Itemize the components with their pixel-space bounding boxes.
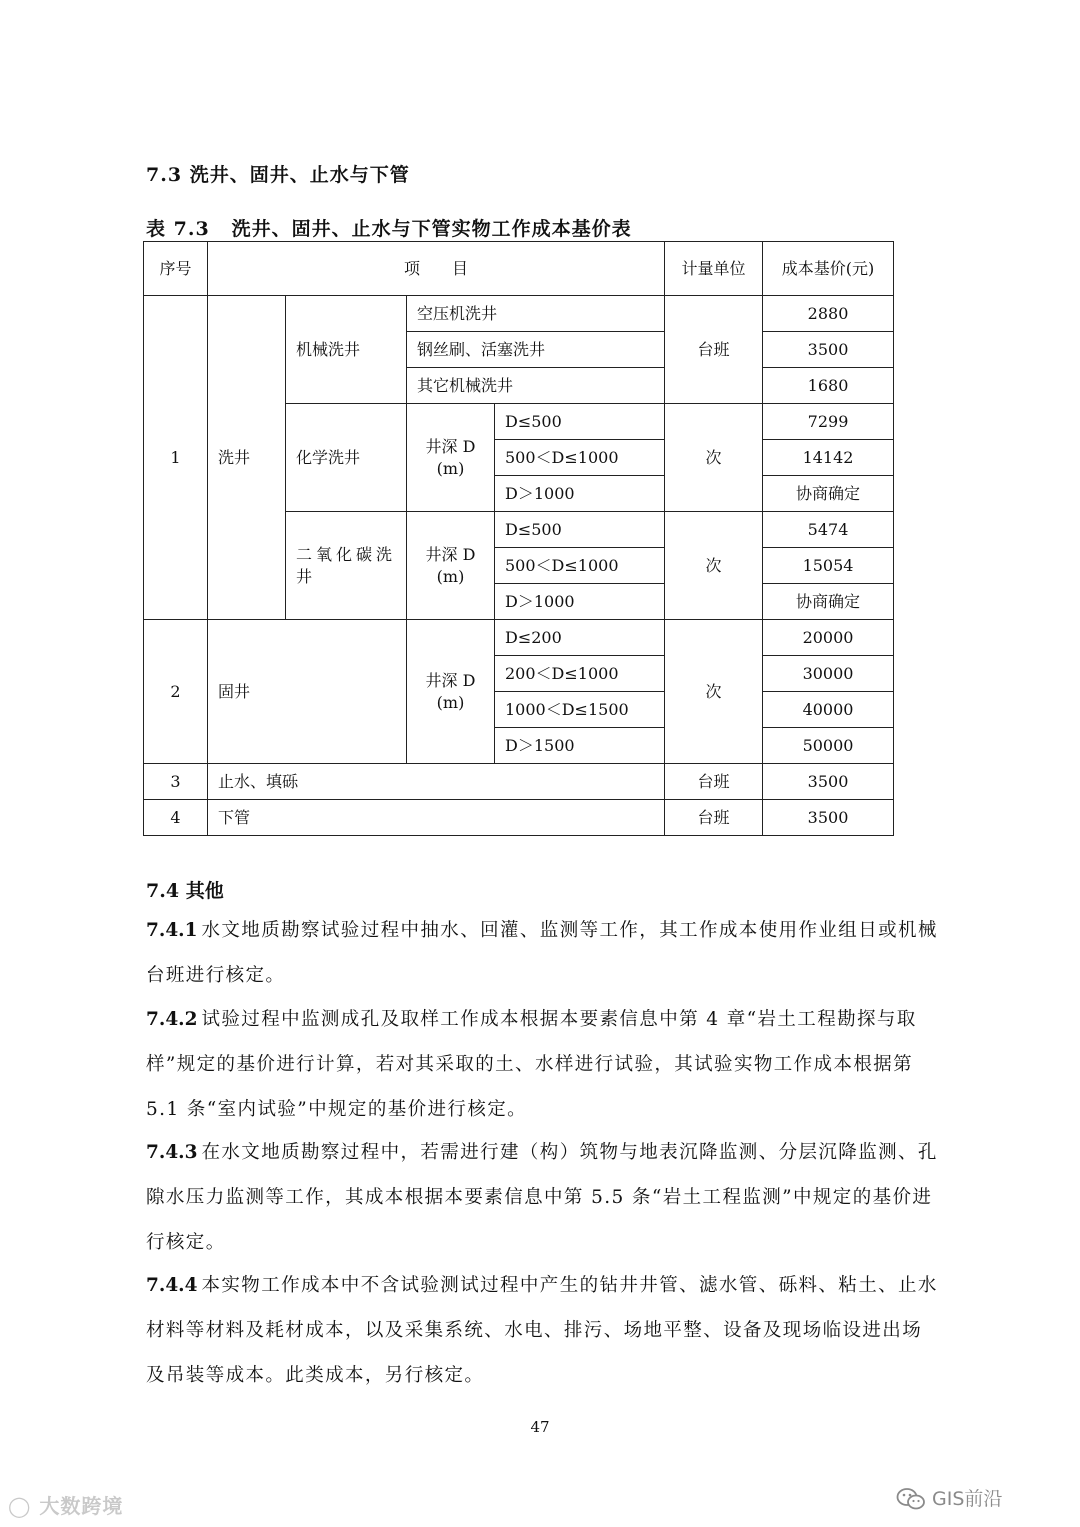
unit-cell: 台班 [665,764,763,800]
unit-cell: 次 [665,512,763,620]
page-number: 47 [530,1418,550,1436]
header-price: 成本基价(元) [763,242,894,296]
method-cell: 其它机械洗井 [407,368,665,404]
price-cell: 30000 [763,656,894,692]
seq-cell: 3 [144,764,208,800]
subitem-cell: 化学洗井 [286,404,407,512]
paragraph-7-4-4 [146,1263,938,1398]
table-row [144,800,894,836]
price-cell: 40000 [763,692,894,728]
clause-text: 试验过程中监测成孔及取样工作成本根据本要素信息中第 4 章“岩土工程勘探与取样”规定的基价进行计算，若对其采取的土、水样进行试验，其试验实物工作成本根据第 5.1 条“室内试验”中规定的基价进行核定。 [146,1009,917,1120]
range-cell: D≤500 [495,404,665,440]
clause-text: 本实物工作成本中不含试验测试过程中产生的钻井井管、滤水管、砾料、粘土、止水材料等材料及耗材成本，以及采集系统、水电、排污、场地平整、设备及现场临设进出场及吊装等成本。此类成本，另行核定。 [146,1275,938,1386]
unit-cell: 次 [665,620,763,764]
range-cell: D≤500 [495,512,665,548]
price-cell: 协商确定 [763,476,894,512]
wechat-icon [896,1487,926,1511]
price-cell: 2880 [763,296,894,332]
range-cell: D＞1500 [495,728,665,764]
depth-cell: 井深 D (m) [407,404,495,512]
subitem-cell: 机械洗井 [286,296,407,404]
header-seq: 序号 [144,242,208,296]
unit-cell: 次 [665,404,763,512]
header-unit: 计量单位 [665,242,763,296]
price-cell: 5474 [763,512,894,548]
range-cell: 500＜D≤1000 [495,548,665,584]
section-title: 其他 [185,880,224,902]
item-name-cell: 止水、填砾 [208,764,665,800]
price-cell: 1680 [763,368,894,404]
price-cell: 协商确定 [763,584,894,620]
weibo-icon: ◯ [8,1494,32,1518]
item-name-cell: 固井 [208,620,407,764]
price-cell: 3500 [763,800,894,836]
price-cell: 14142 [763,440,894,476]
table-caption [146,214,632,241]
seq-cell: 4 [144,800,208,836]
price-cell: 3500 [763,332,894,368]
table-label: 表 7.3 [146,218,210,240]
table-header-row [144,242,894,296]
seq-cell: 1 [144,296,208,620]
cost-table [143,241,894,836]
section-number: 7.4 [146,880,180,902]
paragraph-7-4-1 [146,908,938,998]
paragraph-7-4-3 [146,1130,938,1265]
table-row [144,296,894,332]
clause-number: 7.4.1 [146,920,198,941]
watermark-right-text: GIS前沿 [932,1488,1003,1510]
header-item: 项 目 [208,242,665,296]
item-name-cell: 洗井 [208,296,286,620]
depth-cell: 井深 D (m) [407,620,495,764]
clause-number: 7.4.2 [146,1009,198,1030]
section-heading-7-3 [146,160,410,187]
range-cell: 200＜D≤1000 [495,656,665,692]
price-cell: 20000 [763,620,894,656]
clause-text: 水文地质勘察试验过程中抽水、回灌、监测等工作，其工作成本使用作业组日或机械台班进行核定。 [146,920,938,986]
paragraph-7-4-2 [146,997,938,1132]
table-row [144,764,894,800]
item-name-cell: 下管 [208,800,665,836]
price-cell: 3500 [763,764,894,800]
clause-number: 7.4.4 [146,1275,198,1296]
range-cell: D＞1000 [495,476,665,512]
section-title: 洗井、固井、止水与下管 [189,164,410,186]
price-cell: 15054 [763,548,894,584]
price-cell: 7299 [763,404,894,440]
method-cell: 钢丝刷、活塞洗井 [407,332,665,368]
seq-cell: 2 [144,620,208,764]
range-cell: D≤200 [495,620,665,656]
section-heading-7-4 [146,876,224,903]
clause-number: 7.4.3 [146,1142,198,1163]
subitem-cell: 二氧化碳洗井 [286,512,407,620]
clause-text: 在水文地质勘察过程中，若需进行建（构）筑物与地表沉降监测、分层沉降监测、孔隙水压力监测等工作，其成本根据本要素信息中第 5.5 条“岩土工程监测”中规定的基价进行核定。 [146,1142,938,1253]
watermark-left [8,1490,123,1519]
range-cell: D＞1000 [495,584,665,620]
watermark-right [896,1484,1002,1511]
method-cell: 空压机洗井 [407,296,665,332]
range-cell: 1000＜D≤1500 [495,692,665,728]
section-number: 7.3 [146,164,183,186]
unit-cell: 台班 [665,296,763,404]
price-cell: 50000 [763,728,894,764]
depth-cell: 井深 D (m) [407,512,495,620]
unit-cell: 台班 [665,800,763,836]
table-caption-text: 洗井、固井、止水与下管实物工作成本基价表 [231,218,632,240]
table-row [144,620,894,656]
range-cell: 500＜D≤1000 [495,440,665,476]
watermark-left-text: 大数跨境 [39,1494,124,1518]
